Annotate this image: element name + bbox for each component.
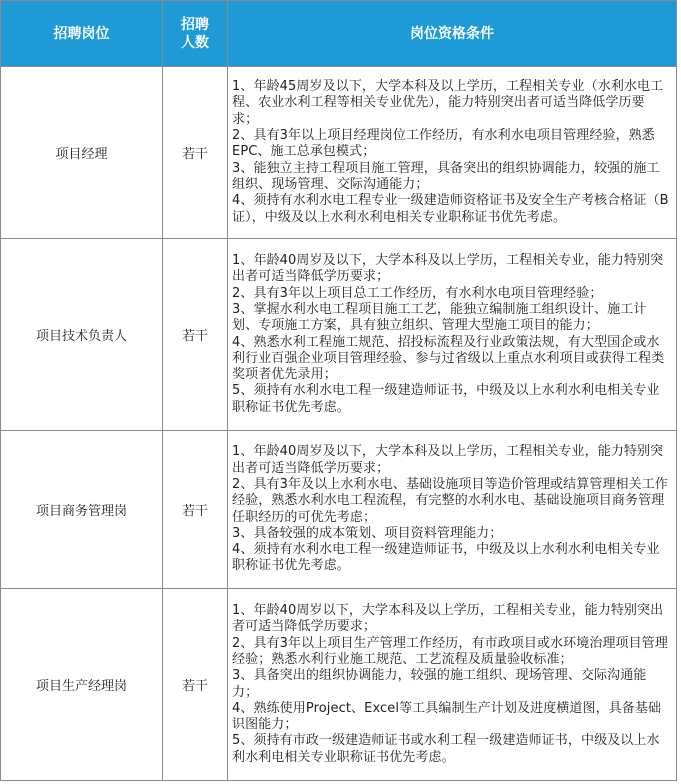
header-count-line1: 招聘	[181, 16, 209, 33]
header-count	[163, 1, 228, 67]
header-row	[1, 1, 677, 67]
count-cell: 若干	[163, 431, 228, 589]
requirement-item: 3、能独立主持工程项目施工管理，具备突出的组织协调能力，较强的施工组织、现场管理、交际沟通能力；	[232, 160, 660, 192]
requirements-cell	[228, 239, 677, 431]
requirement-item: 1、年龄40周岁及以下，大学本科及以上学历，工程相关专业，能力特别突出者可适当降低学历要求；	[232, 253, 664, 285]
requirements-cell	[228, 589, 677, 781]
table-row-commercial-manager	[1, 431, 677, 589]
header-requirements: 岗位资格条件	[228, 1, 677, 67]
count-cell: 若干	[163, 239, 228, 431]
requirements-cell	[228, 431, 677, 589]
requirement-item: 5、须持有水利水电工程一级建造师证书，中级及以上水利水利电相关专业职称证书优先考虑。	[232, 383, 660, 415]
requirement-item: 1、年龄45周岁及以下，大学本科及以上学历，工程相关专业（水利水电工程、农业水利工程等相关专业优先），能力特别突出者可适当降低学历要求；	[232, 79, 664, 127]
position-cell: 项目商务管理岗	[1, 431, 163, 589]
position-cell: 项目技术负责人	[1, 239, 163, 431]
position-cell: 项目经理	[1, 67, 163, 239]
count-cell: 若干	[163, 67, 228, 239]
requirement-item: 2、具有3年以上项目生产管理工作经历，有市政项目或水环境治理项目管理经验；熟悉水利行业施工规范、工艺流程及质量验收标准；	[232, 635, 668, 667]
requirement-item: 3、具备较强的成本策划、项目资料管理能力；	[232, 525, 503, 541]
requirement-item: 4、须持有水利水电工程专业一级建造师资格证书及安全生产考核合格证（B证），中级及以上水利水利电相关专业职称证书优先考虑。	[232, 193, 669, 225]
position-cell: 项目生产经理岗	[1, 589, 163, 781]
requirement-item: 1、年龄40周岁及以下，大学本科及以上学历，工程相关专业，能力特别突出者可适当降低学历要求；	[232, 444, 664, 476]
table-row-production-manager	[1, 589, 677, 781]
requirement-item: 4、熟悉水利工程施工规范、招投标流程及行业政策法规，有大型国企或水利行业百强企业项目管理经验、参与过省级以上重点水利项目或获得工程类奖项者优先录用；	[232, 334, 665, 383]
requirement-item: 4、熟练使用Project、Excel等工具编制生产计划及进度横道图，具备基础识图能力；	[232, 700, 662, 733]
header-count-line2: 人数	[181, 34, 209, 51]
table-row-project-manager	[1, 67, 677, 239]
requirement-item: 3、具备突出的组织协调能力，较强的施工组织、现场管理、交际沟通能力；	[232, 668, 647, 700]
count-cell: 若干	[163, 589, 228, 781]
requirements-cell	[228, 67, 677, 239]
requirement-item: 3、掌握水利水电工程项目施工工艺，能独立编制施工组织设计、施工计划、专项施工方案，具有独立组织、管理大型施工项目的能力；	[232, 301, 647, 334]
requirement-item: 2、具有3年以上项目经理岗位工作经历，有水利水电项目管理经验，熟悉EPC、施工总承包模式；	[232, 128, 655, 160]
requirement-item: 4、须持有水利水电工程一级建造师证书，中级及以上水利水利电相关专业职称证书优先考虑。	[232, 542, 660, 574]
requirement-item: 1、年龄40周岁以下，大学本科及以上学历，工程相关专业，能力特别突出者可适当降低学历要求；	[232, 603, 664, 635]
table-row-technical-lead	[1, 239, 677, 431]
header-position: 招聘岗位	[1, 1, 163, 67]
requirement-item: 2、具有3年及以上水利水电、基础设施项目等造价管理或结算管理相关工作经验，熟悉水利水电工程流程，有完整的水利水电、基础设施项目商务管理任职经历的可优先考虑；	[232, 476, 668, 525]
requirement-item: 2、具有3年以上项目总工工作经历，有水利水电项目管理经验；	[232, 285, 603, 301]
requirement-item: 5、须持有市政一级建造师证书或水利工程一级建造师证书，中级及以上水利水利电相关专业职称证书优先考虑。	[232, 733, 660, 765]
